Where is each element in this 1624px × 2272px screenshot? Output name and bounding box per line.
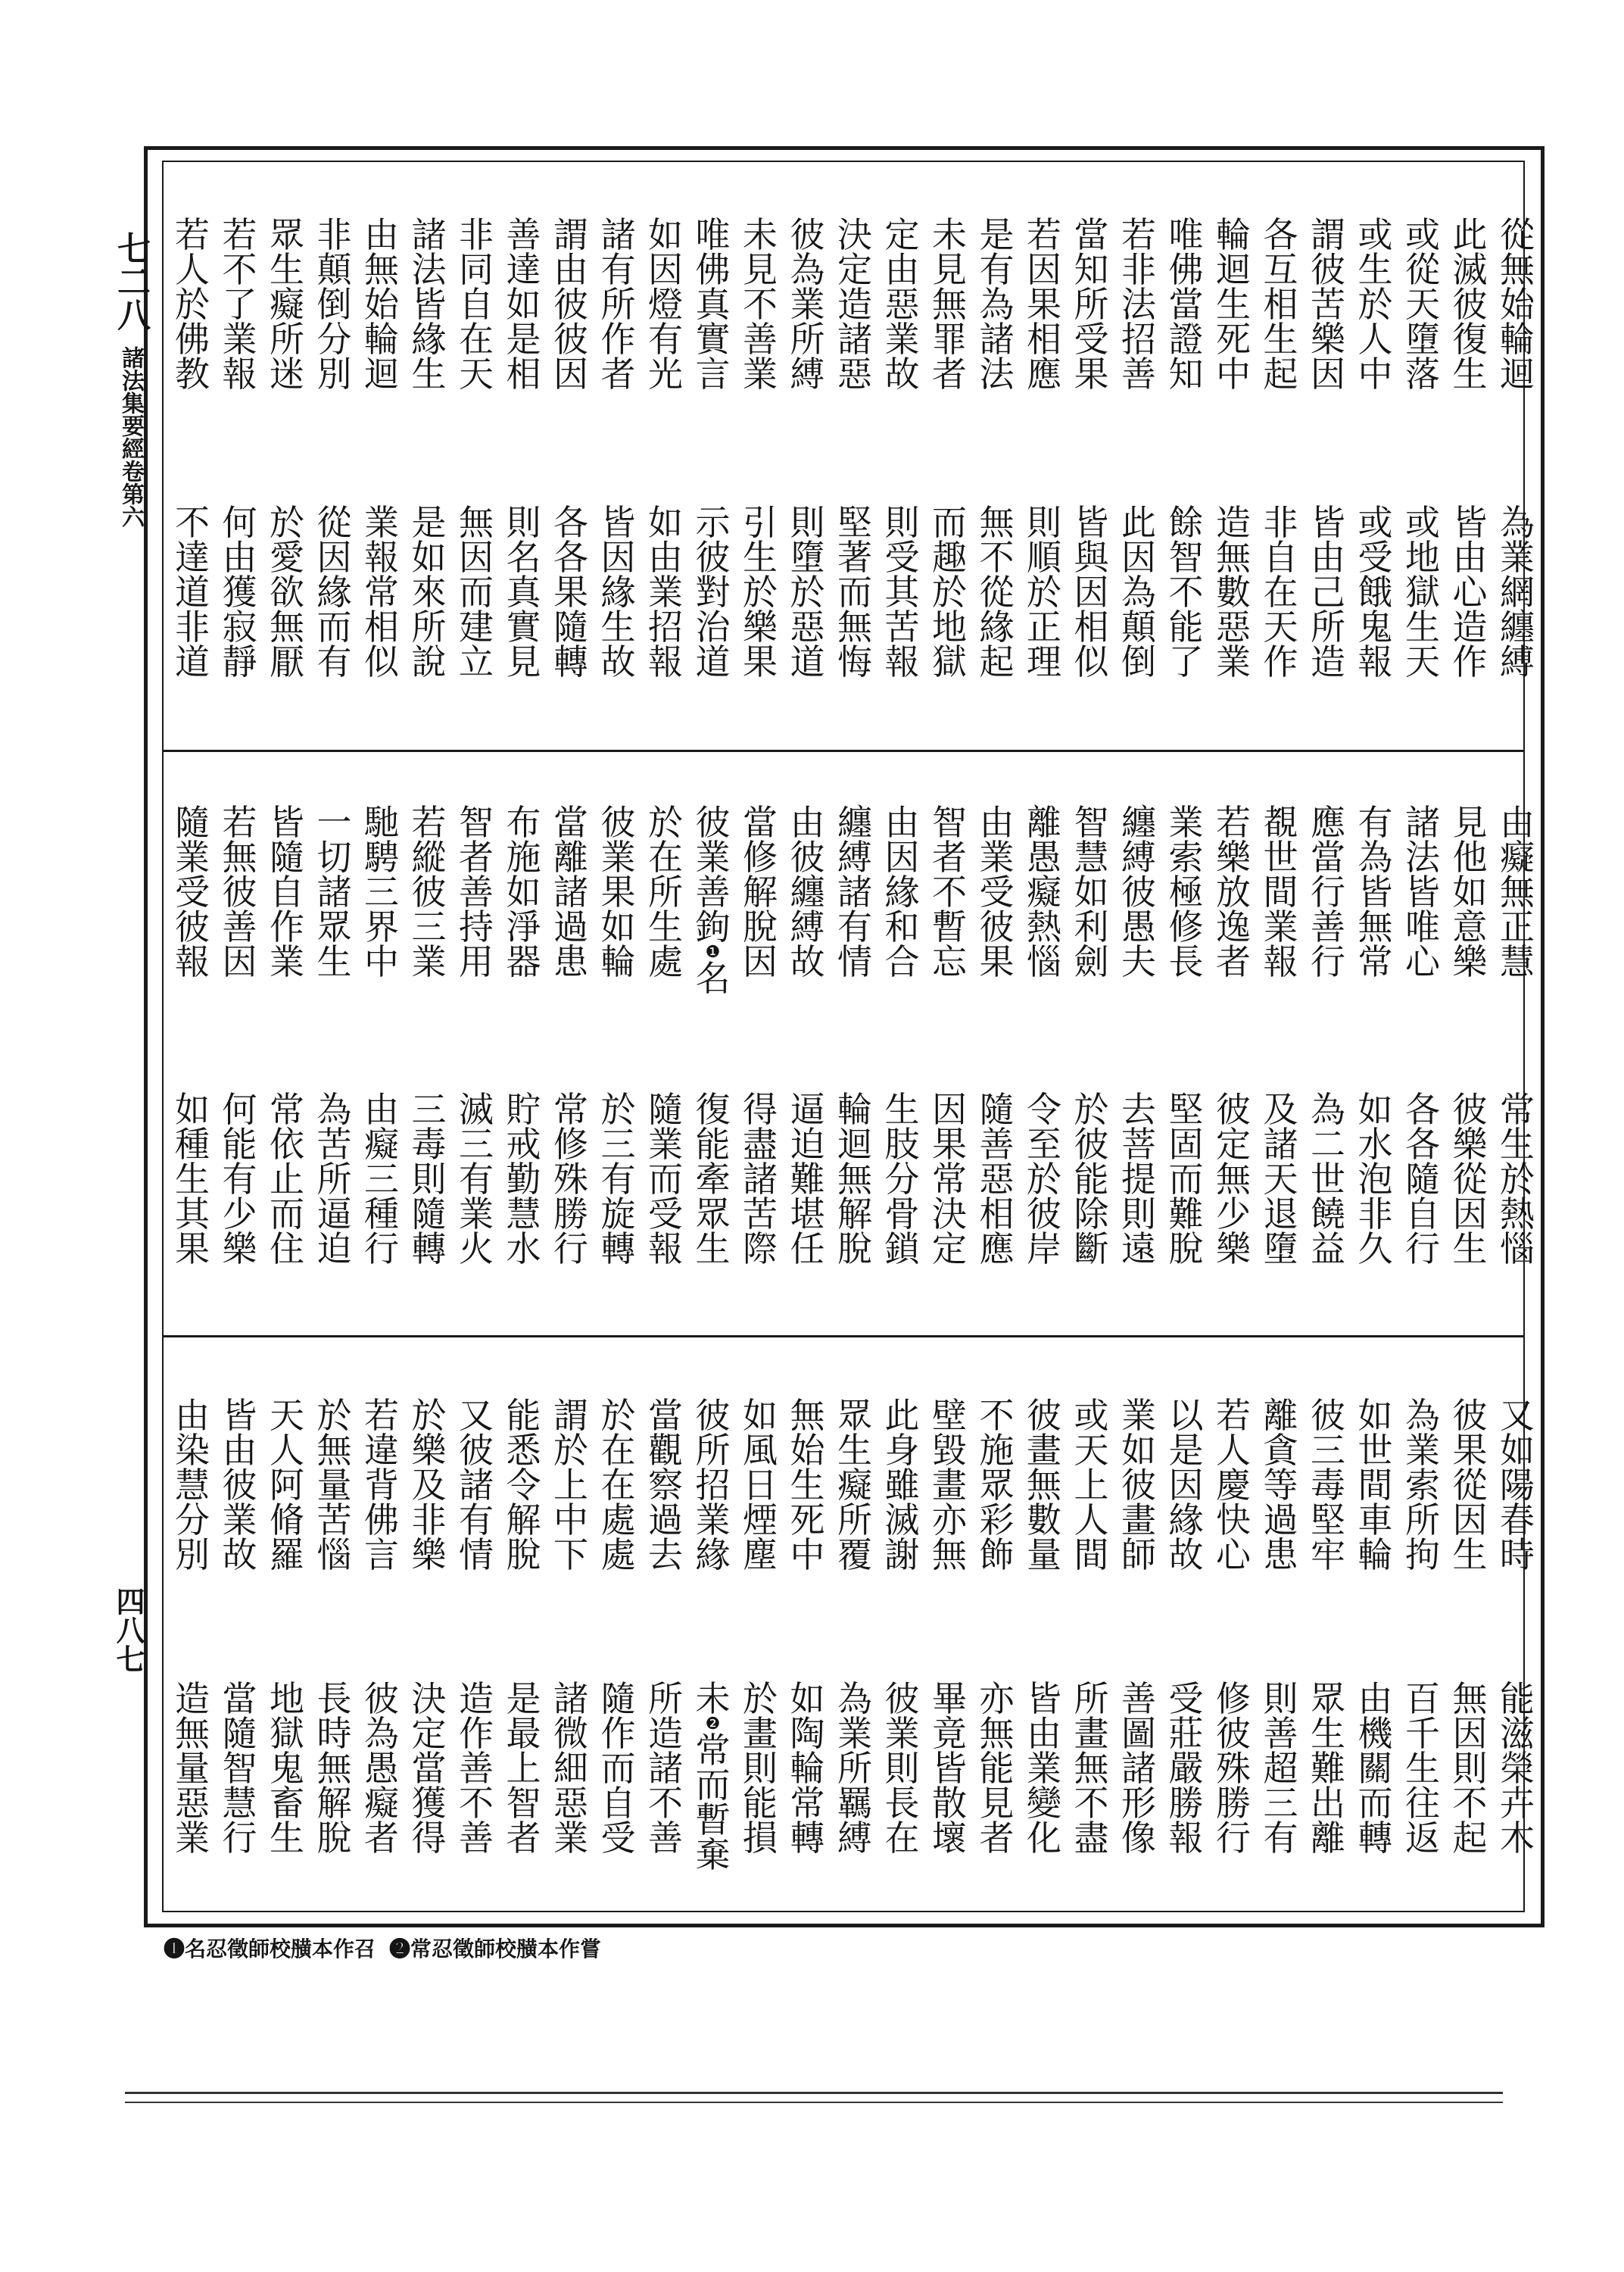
- verse-second-half: 為 二 世 饒 益: [1311, 1089, 1345, 1269]
- verse-column: [927, 161, 972, 750]
- verse-first-half: 諸 法 皆 唯 心: [1405, 802, 1440, 982]
- verse-first-half: 若 非 法 招 善: [1121, 214, 1156, 395]
- verse-second-half: 眾 生 難 出 離: [1311, 1678, 1345, 1858]
- verse-first-half: 決 定 造 諸 惡: [837, 214, 872, 395]
- verse-column: [548, 1337, 594, 1912]
- verse-first-half: 諸 法 皆 緣 生: [411, 214, 447, 395]
- verse-column: [264, 1337, 310, 1912]
- verse-column: [454, 161, 499, 750]
- verse-column: [1258, 1337, 1304, 1912]
- verse-first-half: 眾 生 癡 所 覆: [837, 1395, 872, 1575]
- bottom-rule-1: [125, 2092, 1503, 2094]
- verse-column: [454, 752, 499, 1335]
- verse-second-half: 令 至 於 彼 岸: [1027, 1089, 1061, 1269]
- verse-column: [974, 161, 1020, 750]
- verse-first-half: 謂 於 上 中 下: [553, 1395, 588, 1575]
- verse-second-half: 於 愛 欲 無 厭: [270, 502, 304, 682]
- verse-second-half: 受 莊 嚴 勝 報: [1168, 1678, 1204, 1858]
- verse-second-half: 為 業 網 纏 縛: [1500, 502, 1535, 682]
- verse-first-half: 由 彼 纏 縛 故: [790, 802, 825, 982]
- verse-column: [927, 1337, 972, 1912]
- verse-second-half: 皆 由 己 所 造: [1311, 502, 1345, 682]
- verse-first-half: 又 彼 諸 有 情: [459, 1395, 494, 1575]
- verse-first-half: 非 顛 倒 分 別: [316, 214, 352, 395]
- verse-second-half: 常 生 於 熱 惱: [1500, 1089, 1535, 1269]
- verse-first-half: 若 縱 彼 三 業: [411, 802, 447, 982]
- verse-column: [1211, 1337, 1256, 1912]
- verse-column: [974, 1337, 1020, 1912]
- verse-column: [1448, 161, 1493, 750]
- verse-column: [1305, 161, 1351, 750]
- verse-section-3: [162, 1337, 1535, 1912]
- verse-column: [1353, 161, 1398, 750]
- verse-first-half: 如 風 日 煙 塵: [743, 1395, 778, 1575]
- verse-first-half: 智 慧 如 利 劍: [1074, 802, 1109, 982]
- verse-second-half: 能 滋 榮 卉 木: [1500, 1678, 1535, 1858]
- verse-column: [1069, 752, 1114, 1335]
- verse-column: [548, 161, 594, 750]
- verse-second-half: 則 受 其 苦 報: [884, 502, 920, 682]
- verse-first-half: 未 見 無 罪 者: [932, 214, 967, 395]
- verse-column: [596, 1337, 641, 1912]
- verse-first-half: 彼 三 毒 堅 牢: [1311, 1395, 1345, 1575]
- verse-second-half: 修 彼 殊 勝 行: [1216, 1678, 1251, 1858]
- verse-second-half: 是 最 上 智 者: [506, 1678, 541, 1858]
- verse-first-half: 或 生 於 人 中: [1357, 214, 1393, 395]
- verse-first-half: 唯 佛 當 證 知: [1168, 214, 1204, 395]
- verse-first-half: 各 互 相 生 起: [1263, 214, 1298, 395]
- verse-first-half: 由 無 始 輪 迴: [364, 214, 399, 395]
- verse-second-half: 各 各 隨 自 行: [1405, 1089, 1440, 1269]
- verse-first-half: 於 在 所 生 處: [648, 802, 683, 982]
- verse-second-half: 及 諸 天 退 墮: [1263, 1089, 1298, 1269]
- verse-first-half: 如 世 間 車 輪: [1357, 1395, 1393, 1575]
- verse-column: [1448, 1337, 1493, 1912]
- verse-column: [1211, 161, 1256, 750]
- verse-first-half: 彼 業 果 如 輪: [600, 802, 636, 982]
- verse-column: [1021, 752, 1067, 1335]
- verse-second-half: 為 苦 所 逼 迫: [316, 1089, 352, 1269]
- verse-first-half: 由 癡 無 正 慧: [1500, 802, 1535, 982]
- verse-second-half: 何 能 有 少 樂: [222, 1089, 257, 1269]
- footnote-2: ❷常忍徵師校䵊本作嘗: [389, 1937, 602, 1961]
- verse-first-half: 彼 畫 無 數 量: [1027, 1395, 1061, 1575]
- verse-first-half: 若 無 彼 善 因: [222, 802, 257, 982]
- verse-second-half: 地 獄 鬼 畜 生: [270, 1678, 304, 1858]
- verse-second-half: 皆 由 心 造 作: [1452, 502, 1488, 682]
- verse-second-half: 彼 定 無 少 樂: [1216, 1089, 1251, 1269]
- verse-second-half: 造 無 量 惡 業: [175, 1678, 210, 1858]
- verse-second-half: 亦 無 能 見 者: [979, 1678, 1015, 1858]
- verse-column: [596, 752, 641, 1335]
- verse-first-half: 覩 世 間 業 報: [1263, 802, 1298, 982]
- verse-column: [359, 161, 404, 750]
- verse-second-half: 彼 為 愚 癡 者: [364, 1678, 399, 1858]
- verse-column: [643, 752, 688, 1335]
- verse-column: [170, 752, 215, 1335]
- verse-column: [1021, 1337, 1067, 1912]
- verse-column: [1305, 752, 1351, 1335]
- verse-column: [832, 1337, 877, 1912]
- verse-section-1: [162, 161, 1535, 750]
- verse-column: [312, 752, 357, 1335]
- verse-column: [1448, 752, 1493, 1335]
- page-number-top: 七二八: [111, 231, 150, 331]
- verse-first-half: 纏 縛 諸 有 情: [837, 802, 872, 982]
- verse-first-half: 由 業 受 彼 果: [979, 802, 1015, 982]
- verse-column: [880, 1337, 925, 1912]
- verse-second-half: 引 生 於 樂 果: [743, 502, 778, 682]
- verse-first-half: 若 人 於 佛 教: [175, 214, 210, 395]
- verse-second-half: 當 隨 智 慧 行: [222, 1678, 257, 1858]
- verse-column: [974, 752, 1020, 1335]
- verse-second-half: 三 毒 則 隨 轉: [411, 1089, 447, 1269]
- verse-second-half: 善 圖 諸 形 像: [1121, 1678, 1156, 1858]
- verse-column: [927, 752, 972, 1335]
- verse-second-half: 則 名 真 實 見: [506, 502, 541, 682]
- verse-column: [501, 1337, 547, 1912]
- verse-first-half: 於 樂 及 非 樂: [411, 1395, 447, 1575]
- verse-first-half: 以 是 因 緣 故: [1168, 1395, 1204, 1575]
- verse-column: [1400, 1337, 1445, 1912]
- verse-column: [785, 161, 831, 750]
- verse-column: [1305, 1337, 1351, 1912]
- verse-second-half: 而 趣 於 地 獄: [932, 502, 967, 682]
- verse-second-half: 畢 竟 皆 散 壞: [932, 1678, 967, 1858]
- verse-second-half: 生 肢 分 骨 鎖: [884, 1089, 920, 1269]
- verse-second-half: 由 癡 三 種 行: [364, 1089, 399, 1269]
- verse-column: [1400, 752, 1445, 1335]
- verse-second-half: 如 水 泡 非 久: [1357, 1089, 1393, 1269]
- verse-first-half: 天 人 阿 脩 羅: [270, 1395, 304, 1575]
- verse-first-half: 謂 由 彼 彼 因: [553, 214, 588, 395]
- footnotes: [164, 1933, 601, 1963]
- verse-second-half: 此 因 為 顛 倒: [1121, 502, 1156, 682]
- verse-column: [548, 752, 594, 1335]
- verse-second-half: 則 善 超 三 有: [1263, 1678, 1298, 1858]
- verse-first-half: 又 如 陽 春 時: [1500, 1395, 1535, 1575]
- verse-first-half: 從 無 始 輪 迴: [1500, 214, 1535, 395]
- verse-column: [737, 161, 783, 750]
- footnote-1: ❶名忍徵師校䵊本作召: [164, 1937, 376, 1961]
- verse-second-half: 因 果 常 決 定: [932, 1089, 967, 1269]
- verse-first-half: 彼 果 從 因 生: [1452, 1395, 1488, 1575]
- verse-second-half: 造 作 善 不 善: [459, 1678, 494, 1858]
- verse-second-half: 堅 著 而 無 悔: [837, 502, 872, 682]
- verse-first-half: 彼 為 業 所 縛: [790, 214, 825, 395]
- verse-second-half: 隨 作 而 自 受: [600, 1678, 636, 1858]
- verse-first-half: 纏 縛 彼 愚 夫: [1121, 802, 1156, 982]
- verse-first-half: 是 有 為 諸 法: [979, 214, 1015, 395]
- verse-first-half: 有 為 皆 無 常: [1357, 802, 1393, 982]
- verse-column: [264, 161, 310, 750]
- verse-first-half: 馳 騁 三 界 中: [364, 802, 399, 982]
- verse-first-half: 一 切 諸 眾 生: [316, 802, 352, 982]
- verse-second-half: 無 因 則 不 起: [1452, 1678, 1488, 1858]
- verse-second-half: 皆 與 因 相 似: [1074, 502, 1109, 682]
- verse-second-half: 去 菩 提 則 遠: [1121, 1089, 1156, 1269]
- verse-second-half: 業 報 常 相 似: [364, 502, 399, 682]
- verse-column: [1353, 752, 1398, 1335]
- verse-second-half: 如 由 業 招 報: [648, 502, 683, 682]
- verse-second-half: 造 無 數 惡 業: [1216, 502, 1251, 682]
- verse-column: [1069, 161, 1114, 750]
- verse-first-half: 布 施 如 淨 器: [506, 802, 541, 982]
- verse-column: [737, 752, 783, 1335]
- verse-first-half: 如 因 燈 有 光: [648, 214, 683, 395]
- verse-first-half: 壁 毀 畫 亦 無: [932, 1395, 967, 1575]
- verse-column: [785, 752, 831, 1335]
- verse-second-half: 常 修 殊 勝 行: [553, 1089, 588, 1269]
- verse-column: [1164, 161, 1209, 750]
- verse-second-half: 隨 業 而 受 報: [648, 1089, 683, 1269]
- verse-column: [1495, 1337, 1540, 1912]
- verse-column: [359, 1337, 404, 1912]
- verse-column: [1353, 1337, 1398, 1912]
- verse-second-half: 於 三 有 旋 轉: [600, 1089, 636, 1269]
- verse-first-half: 善 達 如 是 相: [506, 214, 541, 395]
- verse-first-half: 應 當 行 善 行: [1311, 802, 1345, 982]
- verse-column: [454, 1337, 499, 1912]
- verse-first-half: 由 染 慧 分 別: [175, 1395, 210, 1575]
- verse-first-half: 諸 有 所 作 者: [600, 214, 636, 395]
- verse-first-half: 唯 佛 真 實 言: [695, 214, 731, 395]
- verse-second-half: 復 能 牽 眾 生: [695, 1089, 731, 1269]
- verse-first-half: 當 觀 察 過 去: [648, 1395, 683, 1575]
- verse-second-half: 滅 三 有 業 火: [459, 1089, 494, 1269]
- verse-second-half: 由 機 關 而 轉: [1357, 1678, 1393, 1858]
- verse-column: [596, 161, 641, 750]
- verse-second-half: 非 自 在 天 作: [1263, 502, 1298, 682]
- verse-second-half: 從 因 緣 而 有: [316, 502, 352, 682]
- verse-first-half: 此 身 雖 滅 謝: [884, 1395, 920, 1575]
- verse-column: [217, 161, 263, 750]
- verse-column: [1258, 752, 1304, 1335]
- verse-column: [785, 1337, 831, 1912]
- verse-second-half: 不 達 道 非 道: [175, 502, 210, 682]
- verse-column: [170, 1337, 215, 1912]
- verse-second-half: 何 由 獲 寂 靜: [222, 502, 257, 682]
- verse-column: [1164, 752, 1209, 1335]
- verse-second-half: 彼 業 則 長 在: [884, 1678, 920, 1858]
- verse-first-half: 彼 業 善 鉤 ❶ 名: [695, 802, 731, 999]
- verse-second-half: 於 彼 能 除 斷: [1074, 1089, 1109, 1269]
- verse-column: [1116, 161, 1161, 750]
- verse-first-half: 若 違 背 佛 言: [364, 1395, 399, 1575]
- verse-column: [643, 1337, 688, 1912]
- verse-column: [1400, 161, 1445, 750]
- verse-second-half: 常 依 止 而 住: [270, 1089, 304, 1269]
- verse-first-half: 若 樂 放 逸 者: [1216, 802, 1251, 982]
- verse-first-half: 或 天 上 人 間: [1074, 1395, 1109, 1575]
- verse-first-half: 業 索 極 修 長: [1168, 802, 1204, 982]
- verse-column: [264, 752, 310, 1335]
- verse-column: [690, 752, 736, 1335]
- verse-second-half: 堅 固 而 難 脫: [1168, 1089, 1204, 1269]
- verse-second-half: 逼 迫 難 堪 任: [790, 1089, 825, 1269]
- verse-second-half: 示 彼 對 治 道: [695, 502, 731, 682]
- verse-column: [312, 161, 357, 750]
- verse-first-half: 若 因 果 相 應: [1027, 214, 1061, 395]
- verse-first-half: 當 知 所 受 果: [1074, 214, 1109, 395]
- verse-first-half: 當 離 諸 過 患: [553, 802, 588, 982]
- verse-second-half: 如 陶 輪 常 轉: [790, 1678, 825, 1858]
- verse-column: [880, 752, 925, 1335]
- verse-first-half: 謂 彼 苦 樂 因: [1311, 214, 1345, 395]
- verse-second-half: 諸 微 細 惡 業: [553, 1678, 588, 1858]
- verse-first-half: 能 悉 令 解 脫: [506, 1395, 541, 1575]
- verse-column: [832, 161, 877, 750]
- verse-first-half: 皆 隨 自 作 業: [270, 802, 304, 982]
- verse-column: [501, 161, 547, 750]
- verse-first-half: 於 無 量 苦 惱: [316, 1395, 352, 1575]
- verse-first-half: 智 者 善 持 用: [459, 802, 494, 982]
- verse-first-half: 離 愚 癡 熱 惱: [1027, 802, 1061, 982]
- verse-first-half: 當 修 解 脫 因: [743, 802, 778, 982]
- verse-second-half: 隨 善 惡 相 應: [979, 1089, 1015, 1269]
- verse-second-half: 皆 因 緣 生 故: [600, 502, 636, 682]
- verse-second-half: 得 盡 諸 苦 際: [743, 1089, 778, 1269]
- verse-column: [1495, 161, 1540, 750]
- verse-column: [1116, 1337, 1161, 1912]
- bottom-rule-2: [125, 2102, 1503, 2103]
- verse-second-half: 所 畫 無 不 盡: [1074, 1678, 1109, 1858]
- verse-column: [1211, 752, 1256, 1335]
- verse-column: [690, 161, 736, 750]
- verse-second-half: 長 時 無 解 脫: [316, 1678, 352, 1858]
- verse-second-half: 無 不 從 緣 起: [979, 502, 1015, 682]
- verse-column: [170, 161, 215, 750]
- verse-column: [217, 752, 263, 1335]
- verse-column: [832, 752, 877, 1335]
- verse-second-half: 則 墮 於 惡 道: [790, 502, 825, 682]
- left-margin-header: [106, 231, 154, 528]
- verse-first-half: 隨 業 受 彼 報: [175, 802, 210, 982]
- verse-second-half: 所 造 諸 不 善: [648, 1678, 683, 1858]
- verse-column: [690, 1337, 736, 1912]
- verse-first-half: 眾 生 癡 所 迷: [270, 214, 304, 395]
- verse-column: [217, 1337, 263, 1912]
- verse-second-half: 各 各 果 隨 轉: [553, 502, 588, 682]
- verse-first-half: 或 從 天 墮 落: [1405, 214, 1440, 395]
- verse-second-half: 如 種 生 其 果: [175, 1089, 210, 1269]
- verse-second-half: 或 受 餓 鬼 報: [1357, 502, 1393, 682]
- verse-column: [501, 752, 547, 1335]
- verse-column: [407, 161, 452, 750]
- verse-second-half: 於 畫 則 能 損: [743, 1678, 778, 1858]
- verse-first-half: 未 見 不 善 業: [743, 214, 778, 395]
- verse-first-half: 不 施 眾 彩 飾: [979, 1395, 1015, 1575]
- verse-second-half: 無 因 而 建 立: [459, 502, 494, 682]
- verse-second-half: 為 業 所 羈 縛: [837, 1678, 872, 1858]
- verse-first-half: 此 滅 彼 復 生: [1452, 214, 1488, 395]
- verse-first-half: 無 始 生 死 中: [790, 1395, 825, 1575]
- verse-first-half: 若 不 了 業 報: [222, 214, 257, 395]
- verse-second-half: 輪 迴 無 解 脫: [837, 1089, 872, 1269]
- left-margin-footer: [108, 1587, 149, 1673]
- verse-column: [1069, 1337, 1114, 1912]
- verse-second-half: 百 千 生 往 返: [1405, 1678, 1440, 1858]
- verse-column: [359, 752, 404, 1335]
- verse-column: [1021, 161, 1067, 750]
- verse-second-half: 或 地 獄 生 天: [1405, 502, 1440, 682]
- verse-first-half: 見 他 如 意 樂: [1452, 802, 1488, 982]
- verse-first-half: 非 同 自 在 天: [459, 214, 494, 395]
- verse-first-half: 智 者 不 暫 忘: [932, 802, 967, 982]
- verse-first-half: 若 人 慶 快 心: [1216, 1395, 1251, 1575]
- verse-second-half: 決 定 當 獲 得: [411, 1678, 447, 1858]
- verse-second-half: 未 ❷ 常 而 暫 棄: [695, 1678, 731, 1875]
- verse-second-half: 是 如 來 所 說: [411, 502, 447, 682]
- verse-column: [643, 161, 688, 750]
- verse-section-2: [162, 752, 1535, 1335]
- verse-column: [1495, 752, 1540, 1335]
- verse-second-half: 皆 由 業 變 化: [1027, 1678, 1061, 1858]
- book-title: 諸法集要經卷第六: [117, 346, 144, 528]
- verse-column: [880, 161, 925, 750]
- verse-column: [1116, 752, 1161, 1335]
- verse-column: [407, 1337, 452, 1912]
- verse-second-half: 則 順 於 正 理: [1027, 502, 1061, 682]
- verse-column: [1164, 1337, 1209, 1912]
- verse-column: [737, 1337, 783, 1912]
- verse-second-half: 彼 樂 從 因 生: [1452, 1089, 1488, 1269]
- verse-first-half: 為 業 索 所 拘: [1405, 1395, 1440, 1575]
- verse-first-half: 於 在 在 處 處: [600, 1395, 636, 1575]
- verse-first-half: 業 如 彼 畫 師: [1121, 1395, 1156, 1575]
- verse-first-half: 彼 所 招 業 緣: [695, 1395, 731, 1575]
- verse-first-half: 由 因 緣 和 合: [884, 802, 920, 982]
- verse-first-half: 定 由 惡 業 故: [884, 214, 920, 395]
- verse-column: [1258, 161, 1304, 750]
- verse-first-half: 輪 迴 生 死 中: [1216, 214, 1251, 395]
- verse-second-half: 貯 戒 勤 慧 水: [506, 1089, 541, 1269]
- verse-column: [407, 752, 452, 1335]
- verse-first-half: 皆 由 彼 業 故: [222, 1395, 257, 1575]
- verse-first-half: 離 貪 等 過 患: [1263, 1395, 1298, 1575]
- page-number-bottom: 四八七: [111, 1587, 145, 1673]
- verse-second-half: 餘 智 不 能 了: [1168, 502, 1204, 682]
- verse-column: [312, 1337, 357, 1912]
